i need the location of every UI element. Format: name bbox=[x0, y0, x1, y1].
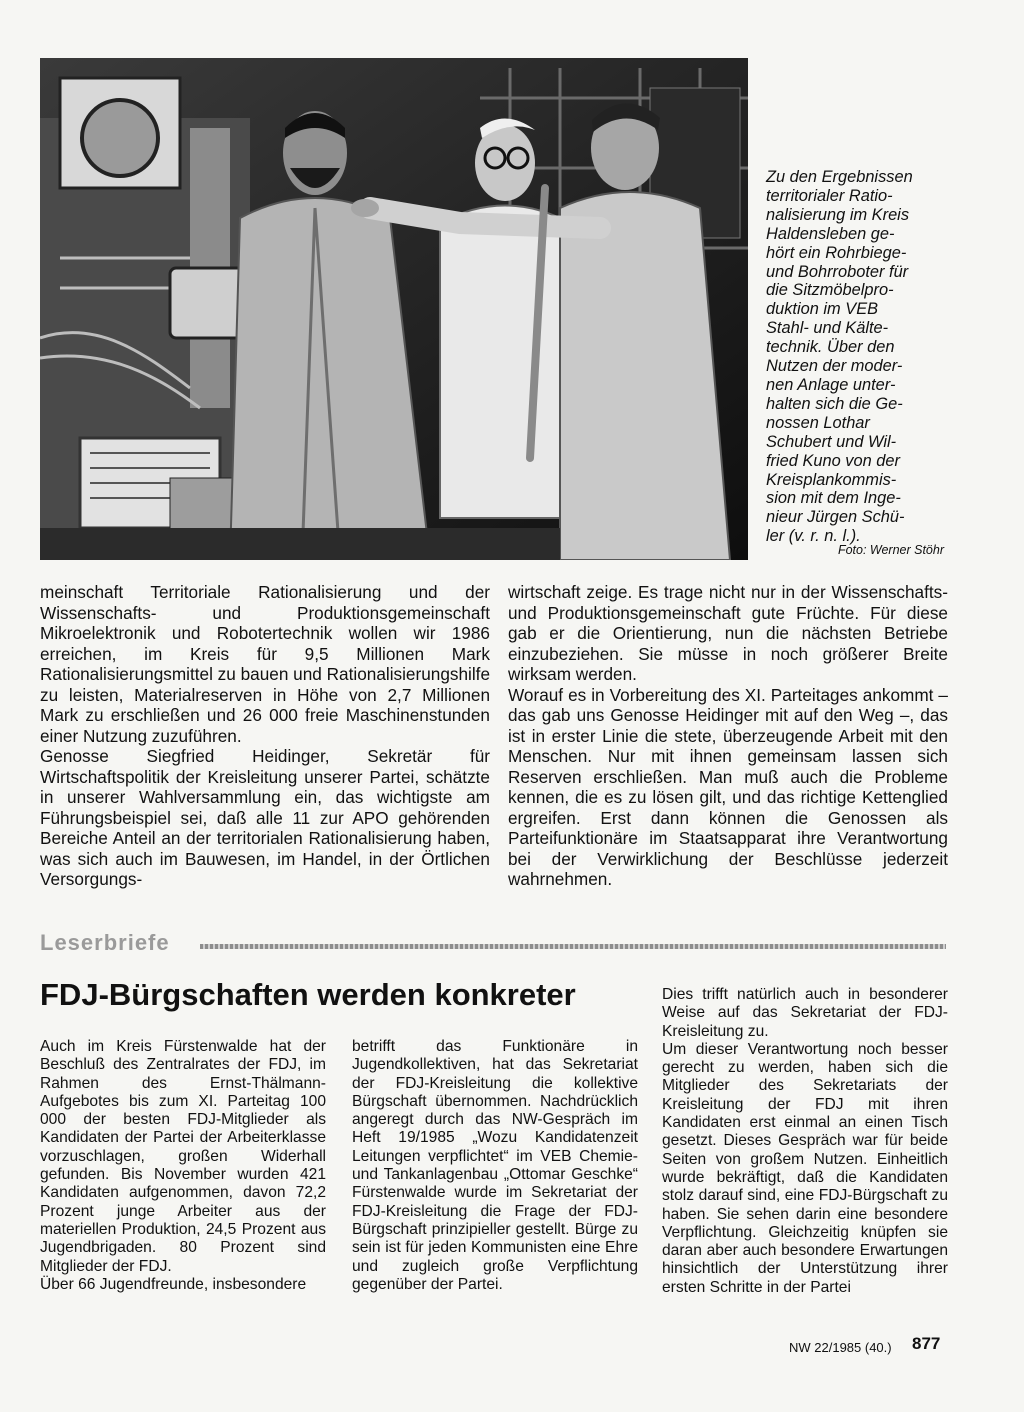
caption-line: territorialer Ratio- bbox=[766, 186, 893, 205]
issue-reference: NW 22/1985 (40.) bbox=[789, 1340, 892, 1355]
caption-line: Zu den Ergebnissen bbox=[766, 168, 913, 186]
article-paragraph: meinschaft Territoriale Rationalisierung und der Wissenschafts- und Produktionsgemeinschaft Mikroelektronik und Robotertechnik wollen wir 1986 erreichen, im Kreis für 9,5 Millionen Mark Rationalisierungsmittel zu bauen und Rationalisierungshilfe zu leisten, Materialreserven in Höhe von 2,7 Millionen Mark zu erschließen und 26 000 freie Maschinenstunden einer Nutzung zuzuführen. bbox=[40, 582, 491, 746]
caption-line: Schubert und Wil- bbox=[766, 432, 897, 451]
caption-line: nalisierung im Kreis bbox=[766, 205, 910, 224]
letter-paragraph: betrifft das Funktionäre in Jugendkollektiven, hat das Sekretariat der FDJ-Kreisleitung die kollektive Bürgschaft übernommen. Nachdrücklich angeregt durch das NW-Gespräch im Heft 19/1985 „Wozu Kandidatenzeit Leitungen verpflichtet“ im VEB Chemie- und Tankanlagenbau „Ottomar Geschke“ Fürstenwalde wurde im Sekretariat der FDJ-Kreisleitung die Frage der FDJ-Bürgschaft prinzipieller gestellt. Bürge zu sein ist für jeden Kommunisten eine Ehre und zugleich große Verpflichtung gegenüber der Partei. bbox=[352, 1038, 638, 1293]
caption-line: nossen Lothar bbox=[766, 413, 870, 432]
letter-paragraph: Um dieser Verantwortung noch besser gerecht zu werden, haben sich die Mitglieder des Sekretariats der Kreisleitung der FDJ mit ihren Kandidaten erst einmal an einen Tisch gesetzt. Dieses Gespräch war für beide Seiten von großem Nutzen. Einheitlich wurde bekräftigt, daß die Kandidaten stolz darauf sind, eine FDJ-Bürgschaft zu haben. Sie sehen darin eine besondere Verpflichtung. Gleichzeitig knüpfen sie daran aber auch besondere Erwartungen hinsichtlich der Unterstützung ihrer ersten Schritte in der Partei bbox=[662, 1040, 948, 1296]
article-paragraph: Genosse Siegfried Heidinger, Sekretär für Wirtschaftspolitik der Kreisleitung unserer Partei, schätzte in unserer Wahlversammlung ein, das wichtigste am Führungsbeispiel sei, daß alle 11 zur APO gehörenden Bereiche Anteil an der territorialen Rationalisierung haben, was sich auch im Bauwesen, im Handel, in der Örtlichen Versorgungs- bbox=[40, 746, 490, 889]
article-column-1 bbox=[40, 582, 490, 890]
caption-line: technik. Über den bbox=[766, 338, 895, 357]
letter-paragraph: Über 66 Jugendfreunde, insbesondere bbox=[40, 1275, 307, 1293]
caption-line: ler (v. r. n. l.). bbox=[766, 527, 861, 546]
caption-line: Haldensleben ge- bbox=[766, 224, 895, 243]
letter-column-1 bbox=[40, 1038, 326, 1294]
caption-line: hört ein Rohrbiege- bbox=[766, 243, 907, 262]
rubric-divider bbox=[200, 944, 946, 949]
caption-line: Stahl- und Kälte- bbox=[766, 319, 889, 338]
workshop-photo-illustration bbox=[40, 58, 748, 560]
letter-paragraph: Dies trifft natürlich auch in besonderer Weise auf das Sekretariat der FDJ-Kreisleitung zu. bbox=[662, 986, 948, 1040]
caption-line: duktion im VEB bbox=[766, 300, 879, 319]
photo-credit: Foto: Werner Stöhr bbox=[837, 543, 944, 557]
caption-line: nieur Jürgen Schü- bbox=[766, 508, 905, 527]
letter-column-2 bbox=[352, 1038, 638, 1294]
article-paragraph: Worauf es in Vorbereitung des XI. Parteitages ankommt – das gab uns Genosse Heidinger mit auf den Weg –, das ist in erster Linie die stete, überzeugende Arbeit mit den Menschen. Nur mit ihnen gemeinsam lassen sich Reserven erschließen. Man muß auch die Probleme kennen, die es zu lösen gilt, und das richtige Kettenglied ergreifen. Erst dann können die Genossen als Parteifunktionäre im Staatsapparat ihre Verantwortung bei der Verwirklichung der Beschlüsse jederzeit wahrnehmen. bbox=[508, 684, 948, 889]
article-column-2 bbox=[508, 582, 948, 890]
photo-caption bbox=[766, 168, 944, 546]
caption-line: Nutzen der moder- bbox=[766, 357, 903, 376]
caption-line: Kreisplankommis- bbox=[766, 470, 897, 489]
caption-line: nen Anlage unter- bbox=[766, 375, 896, 394]
letter-column-3 bbox=[662, 986, 948, 1297]
article-paragraph: wirtschaft zeige. Es trage nicht nur in der Wissenschafts- und Produktionsgemeinschaft gute Früchte. Für diese gab er die Orientierung, nun die nächsten Betriebe einzubeziehen. Sie müsse in noch größerer Breite wirksam werden. bbox=[508, 582, 948, 684]
caption-line: die Sitzmöbelpro- bbox=[766, 281, 894, 300]
letter-paragraph: Auch im Kreis Fürstenwalde hat der Beschluß des Zentralrates der FDJ, im Rahmen des Ernst-Thälmann-Aufgebotes bis zum XI. Parteitag 100 000 der besten FDJ-Mitglieder als Kandidaten der Partei der Arbeiterklasse vorzuschlagen, großen Widerhall gefunden. Bis November wurden 421 Kandidaten aufgenommen, davon 72,2 Prozent junge Arbeiter aus der materiellen Produktion, 24,5 Prozent aus Jugendbrigaden. 80 Prozent sind Mitglieder der FDJ. bbox=[40, 1038, 326, 1275]
letter-headline: FDJ-Bürgschaften werden konkreter bbox=[40, 977, 576, 1012]
section-rubric: Leserbriefe bbox=[40, 930, 170, 955]
caption-line: fried Kuno von der bbox=[766, 451, 900, 470]
caption-line: sion mit dem Inge- bbox=[766, 489, 901, 508]
article-photo bbox=[40, 58, 748, 560]
caption-line: und Bohrroboter für bbox=[766, 262, 909, 281]
caption-line: halten sich die Ge- bbox=[766, 394, 903, 413]
page-number: 877 bbox=[912, 1334, 941, 1353]
